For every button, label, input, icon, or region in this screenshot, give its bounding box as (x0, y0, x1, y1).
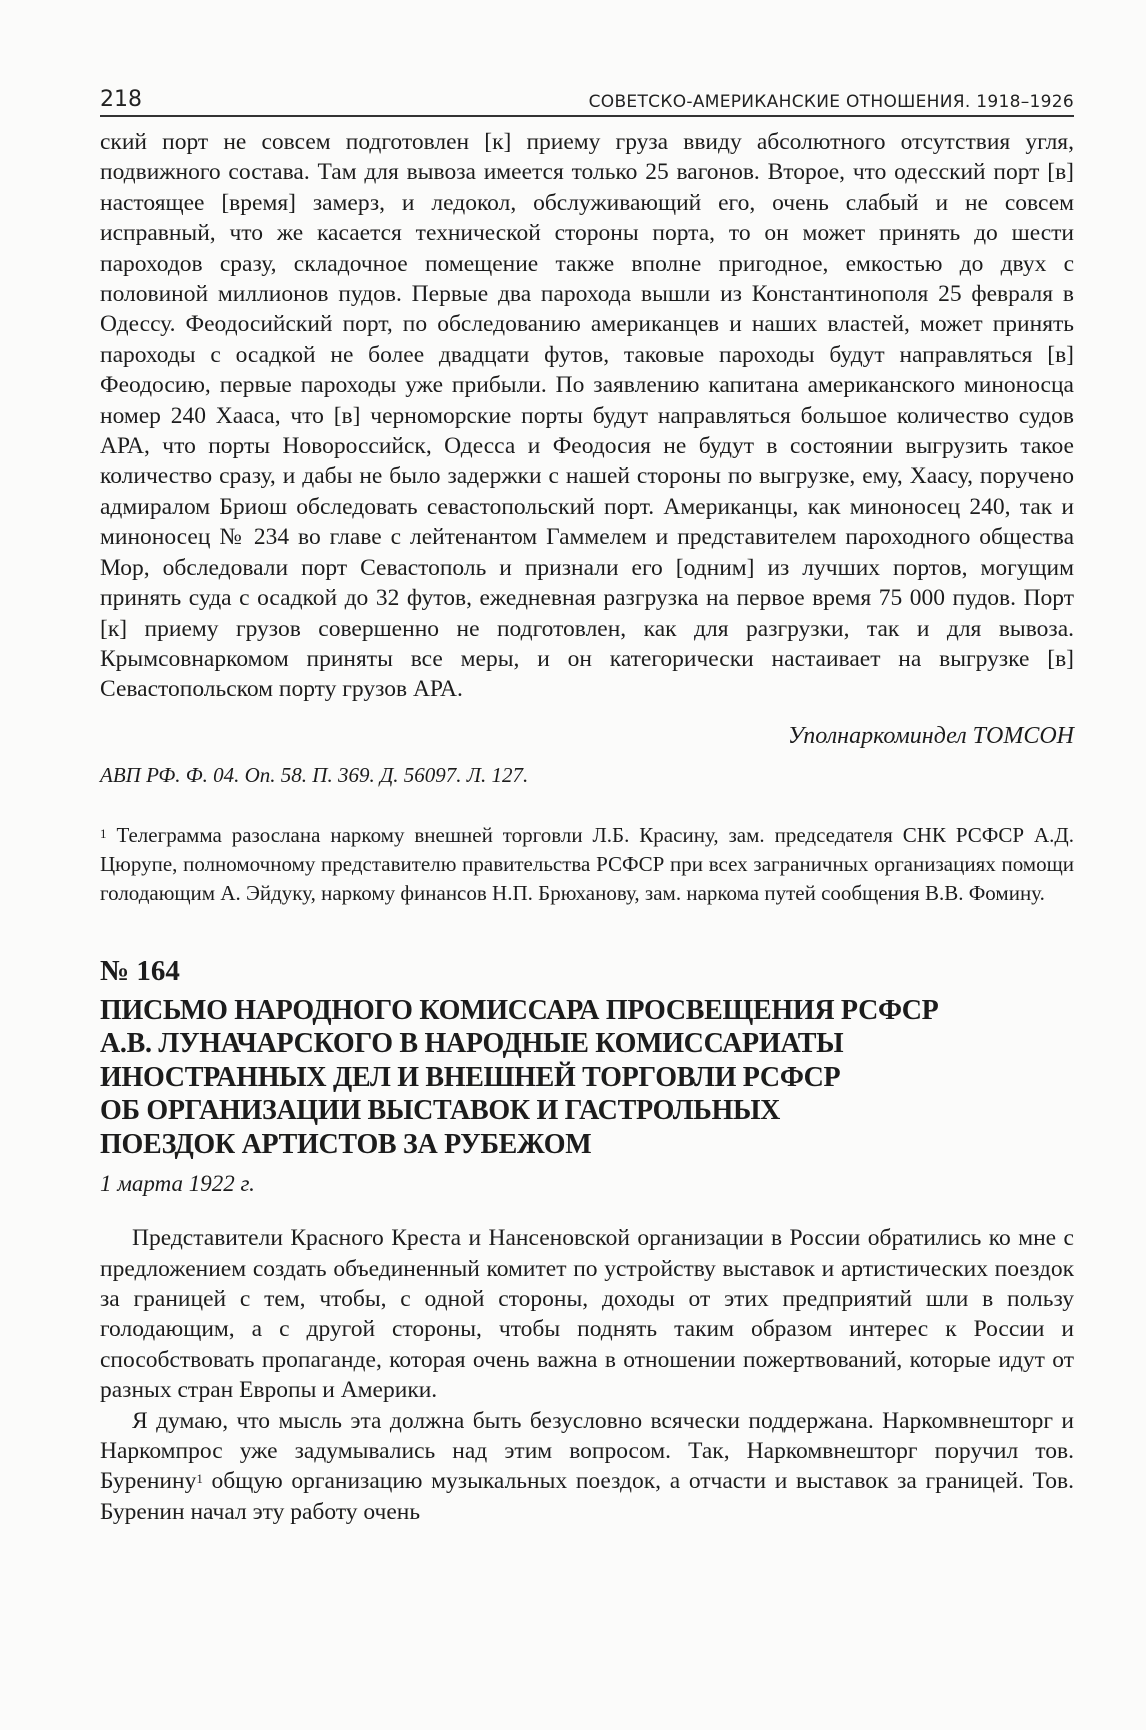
letter-paragraph: Представители Красного Креста и Нансеновской организации в России обратились ко мне с предложением создать объединенный комитет по устройству выставок и артистических поездок за границей с тем, чтобы, с одной стороны, доходы от этих предприятий шли в пользу голодающим, а с другой стороны, чтобы поднять таким образом интерес к России и способствовать пропаганде, которая очень важна в отношении пожертвований, которые идут от разных стран Европы и Америки. (100, 1225, 1074, 1404)
document-title-line: ПОЕЗДОК АРТИСТОВ ЗА РУБЕЖОМ (100, 1128, 592, 1160)
footnote-marker: 1 (100, 825, 107, 841)
document-title (100, 994, 1074, 1162)
book-page (100, 82, 1074, 1527)
running-header (100, 82, 1074, 117)
letter-paragraph (100, 1406, 1074, 1528)
footnote-reference: 1 (196, 1471, 203, 1487)
document-title-line: А.В. ЛУНАЧАРСКОГО В НАРОДНЫЕ КОМИССАРИАТЫ (100, 1028, 844, 1060)
letter-body (100, 1223, 1074, 1527)
paragraph-text: Я думаю, что мысль эта должна быть безусловно всячески поддержана. Наркомвнешторг и Наркомпрос уже задумывались над этим вопросом. Так, Наркомвнешторг поручил тов. Буренину (100, 1407, 1074, 1495)
document-date: 1 марта 1922 г. (100, 1171, 255, 1197)
document-title-line: ОБ ОРГАНИЗАЦИИ ВЫСТАВОК И ГАСТРОЛЬНЫХ (100, 1095, 781, 1127)
document-number: № 164 (100, 954, 180, 987)
continuation-paragraph: ский порт не совсем подготовлен [к] приему груза ввиду абсолютного отсутствия угля, подвижного состава. Там для вывоза имеется только 25 вагонов. Второе, что одесский порт [в] настоящее [время] замерз, и ледокол, обслуживающий его, очень слабый и не совсем исправный, что же касается технической стороны порта, то он может принять до шести пароходов сразу, складочное помещение также вполне пригодное, емкостью до двух с половиной миллионов пудов. Первые два парохода вышли из Константинополя 25 февраля в Одессу. Феодосийский порт, по обследованию американцев и наших властей, может принять пароходы с осадкой не более двадцати футов, таковые пароходы будут направляться [в] Феодосию, первые пароходы уже прибыли. По заявлению капитана американского миноносца номер 240 Хааса, что [в] черноморские порты будут направляться большое количество судов АРА, что порты Новороссийск, Одесса и Феодосия не будут в состоянии выгрузить такое количество сразу, и дабы не было задержки с нашей стороны по выгрузке, ему, Хаасу, поручено адмиралом Бриош обследовать севастопольский порт. Американцы, как миноносец 240, так и миноносец № 234 во главе с лейтенантом Гаммелем и представителем пароходного общества Мор, обследовали порт Севастополь и признали его [одним] из лучших портов, могущим принять суда с осадкой до 32 футов, ежедневная разгрузка на первое время 75 000 пудов. Порт [к] приему грузов совершенно не подготовлен, как для разгрузки, так и для вывоза. Крымсовнаркомом приняты все меры, и он категорически настаивает на выгрузке [в] Севастопольском порту грузов АРА. (100, 129, 1074, 703)
signature: Уполнаркоминдел ТОМСОН (787, 722, 1074, 749)
running-title: СОВЕТСКО-АМЕРИКАНСКИЕ ОТНОШЕНИЯ. 1918–1926 (588, 92, 1074, 112)
document-title-line: ПИСЬМО НАРОДНОГО КОМИССАРА ПРОСВЕЩЕНИЯ РСФСР (100, 994, 939, 1026)
page-number: 218 (100, 87, 142, 112)
document-title-line: ИНОСТРАННЫХ ДЕЛ И ВНЕШНЕЙ ТОРГОВЛИ РСФСР (100, 1061, 841, 1093)
footnote-text: Телеграмма разослана наркому внешней торговли Л.Б. Красину, зам. председателя СНК РСФСР А.Д. Цюрупе, полномочному представителю правительства РСФСР при всех заграничных организациях помощи голодающим А. Эйдуку, наркому финансов Н.П. Брюханову, зам. наркома путей сообщения В.В. Фомину. (100, 822, 1075, 905)
archive-reference: АВП РФ. Ф. 04. Оп. 58. П. 369. Д. 56097. Л. 127. (100, 762, 529, 787)
paragraph-text: общую организацию музыкальных поездок, а отчасти и выставок за границей. Тов. Буренин начал эту работу очень (100, 1468, 1074, 1525)
previous-document-continuation (100, 127, 1074, 705)
footnote (100, 821, 1074, 908)
